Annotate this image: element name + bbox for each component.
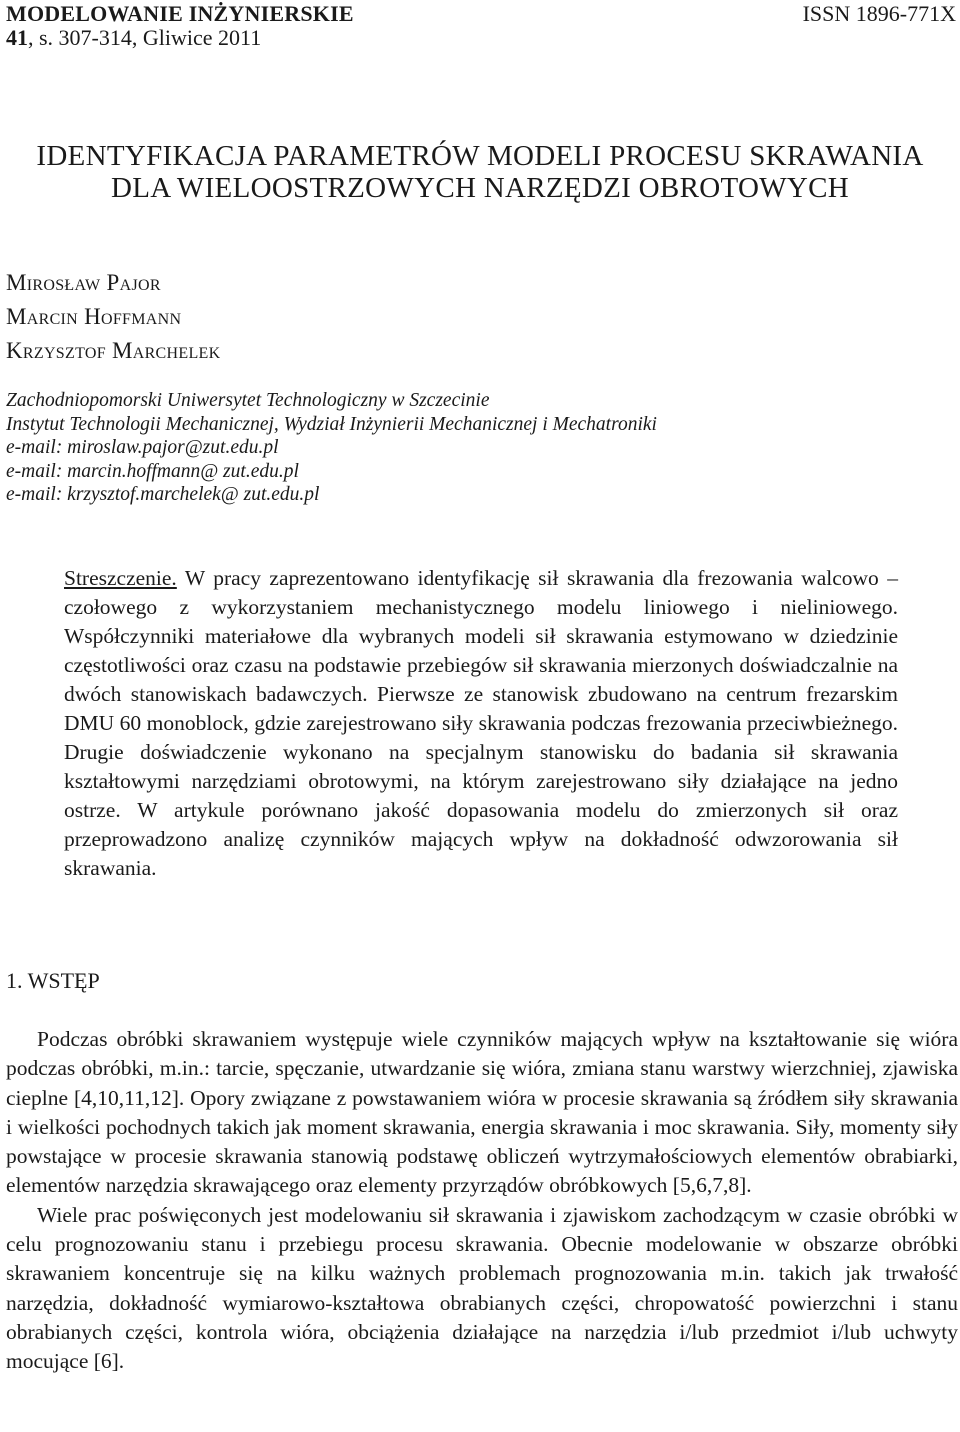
university: Zachodniopomorski Uniwersytet Technologiczny w Szczecinie (6, 390, 490, 411)
author-name: Mirosław Pajor (6, 270, 161, 295)
author-name: Krzysztof Marchelek (6, 338, 221, 363)
journal-volume: 41 (6, 25, 28, 50)
author-name: Marcin Hoffmann (6, 304, 182, 329)
body-paragraph: Wiele prac poświęconych jest modelowaniu sił skrawania i zjawiskom zachodzącym w czasie obróbki w celu prognozowaniu stanu i przebiegu procesu skrawania. Obecnie modelowanie w obszarze obróbki skrawaniem koncentruje się na kilku ważnych problemach prognozowania m.in. takich jak trwałość narzędzia, dokładność wymiarowo-kształtowa obrabianych części, chropowatość powierzchni i stanu obrabianych części, kontrola wióra, obciążenia działające na narzędzia i/lub przedmiot i/lub uchwyty mocujące [6]. (6, 1202, 958, 1374)
abstract-text: W pracy zaprezentowano identyfikację sił skrawania dla frezowania walcowo – czołowego z wykorzystaniem mechanistycznego modelu liniowego i nieliniowego. Współczynniki materiałowe dla wybranych modeli sił skrawania estymowano w dziedzinie częstotliwości oraz czasu na podstawie przebiegów sił skrawania mierzonych doświadczalnie na dwóch stanowiskach badawczych. Pierwsze ze stanowisk zbudowano na centrum frezarskim DMU 60 monoblock, gdzie zarejestrowano siły skrawania podczas frezowania przeciwbieżnego. Drugie doświadczenie wykonano na specjalnym stanowisku do badania sił skrawania kształtowymi narzędziami obrotowymi, na którym zarejestrowano siły działające na jedno ostrze. W artykule porównano jakość dopasowania modelu do zmierzonych sił oraz przeprowadzono analizę czynników mających wpływ na dokładność odwzorowania sił skrawania. (64, 566, 898, 880)
paper-title (0, 140, 960, 204)
author-email: e-mail: marcin.hoffmann@ zut.edu.pl (6, 460, 299, 482)
affiliation (6, 389, 946, 507)
institute: Instytut Technologii Mechanicznej, Wydział Inżynierii Mechanicznej i Mechatroniki (6, 413, 657, 435)
author-list (6, 266, 220, 368)
section-heading: 1. WSTĘP (6, 968, 100, 993)
author-email: e-mail: miroslaw.pajor@zut.edu.pl (6, 437, 279, 459)
journal-volume-pages (6, 26, 261, 50)
journal-name: MODELOWANIE INŻYNIERSKIE (6, 1, 354, 26)
journal-pages-location: , s. 307-314, Gliwice 2011 (28, 25, 262, 50)
title-line-1: IDENTYFIKACJA PARAMETRÓW MODELI PROCESU SKRAWANIA (36, 140, 924, 172)
abstract-label: Streszczenie. (64, 566, 177, 590)
author-email: e-mail: krzysztof.marchelek@ zut.edu.pl (6, 484, 320, 506)
body-paragraph: Podczas obróbki skrawaniem występuje wiele czynników mających wpływ na kształtowanie się wióra podczas obróbki, m.in.: tarcie, spęczanie, utwardzanie się wióra, zmiana stanu warstwy wierzchniej, zjawiska cieplne [4,10,11,12]. Opory związane z powstawaniem wióra w procesie skrawania są źródłem siły skrawania i wielkości pochodnych takich jak moment skrawania, energia skrawania i moc skrawania. Siły, momenty siły powstające w procesie skrawania stanowią podstawę obliczeń wytrzymałościowych elementów obrabiarki, elementów narzędzia skrawającego oraz elementy przyrządów obróbkowych [5,6,7,8]. (6, 1027, 958, 1198)
issn: ISSN 1896-771X (802, 1, 956, 26)
page-header (6, 2, 956, 48)
section-body (6, 1025, 958, 1377)
abstract (64, 564, 898, 883)
title-line-2: DLA WIELOOSTRZOWYCH NARZĘDZI OBROTOWYCH (111, 172, 849, 204)
